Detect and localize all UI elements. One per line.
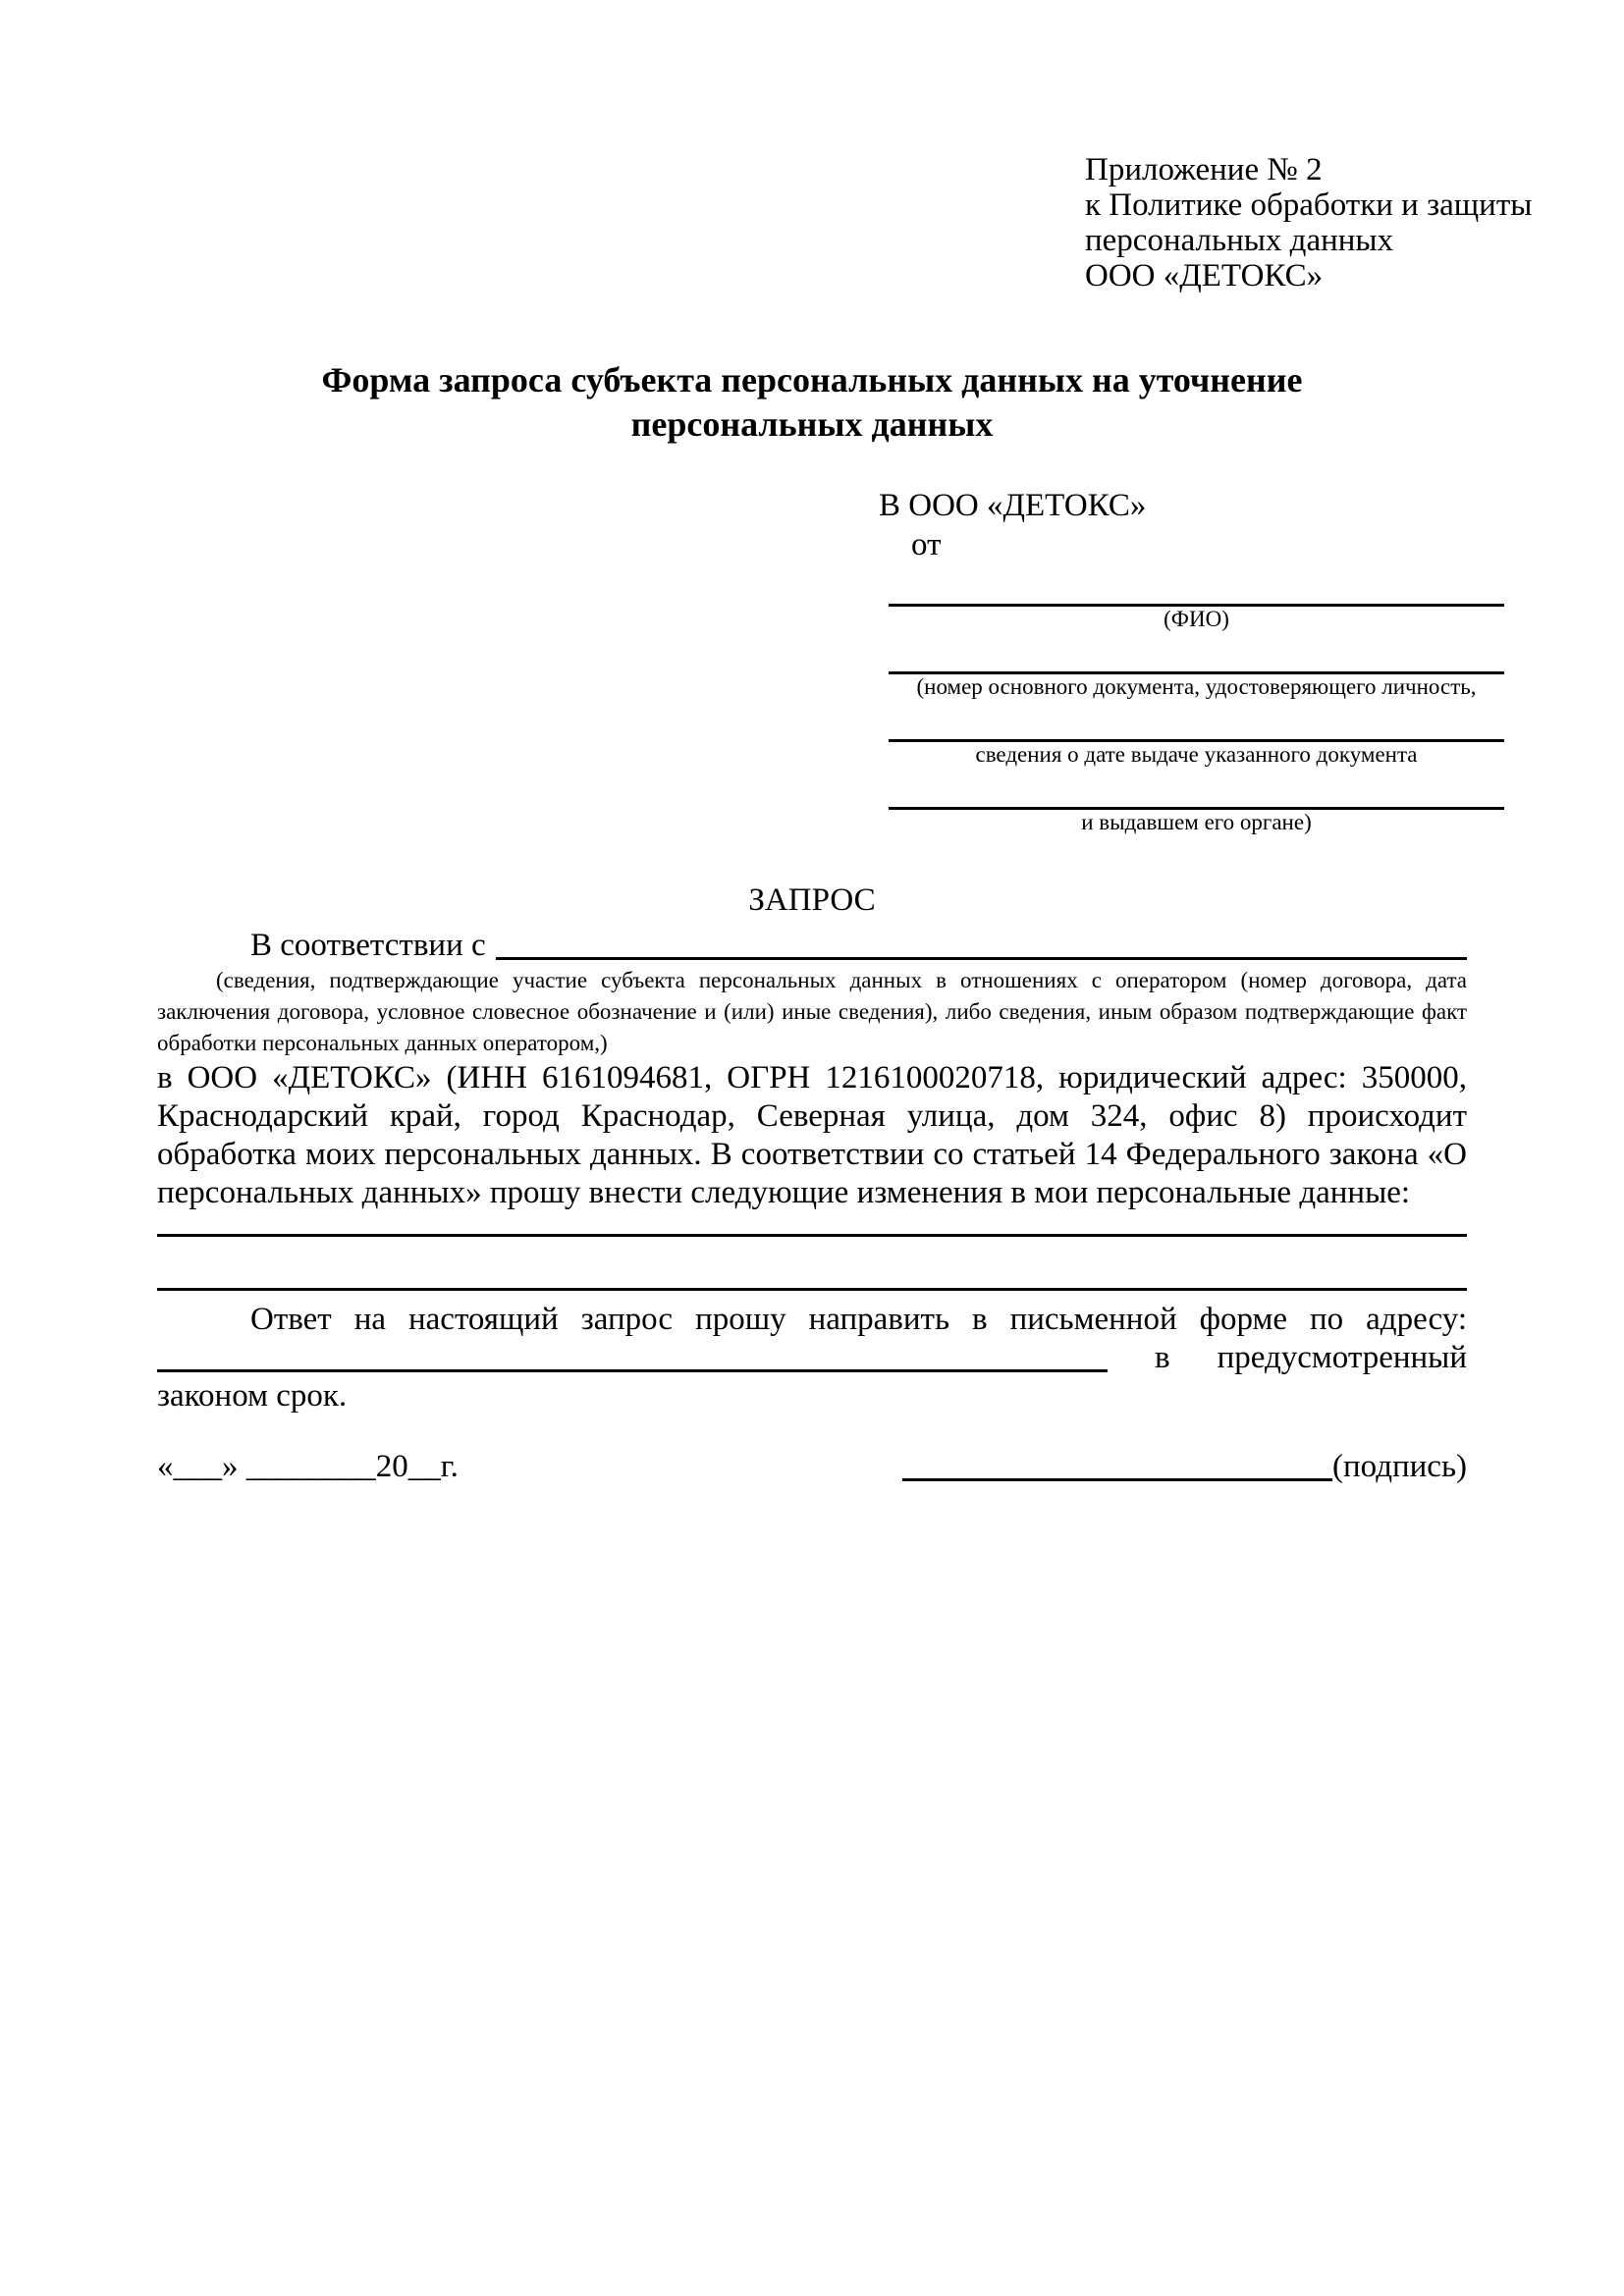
addressee-organization: В ООО «ДЕТОКС»	[879, 488, 1147, 523]
date-blank: «___» ________20__г.	[157, 1449, 459, 1484]
changes-blank-line-1	[157, 1234, 1467, 1237]
appendix-note-line: ООО «ДЕТОКС»	[1085, 258, 1324, 294]
identity-document-blank-line	[889, 632, 1504, 674]
reply-request-paragraph: Ответ на настоящий запрос прошу направить в письменной форме по адресу:	[250, 1302, 1467, 1337]
signature-caption: (подпись)	[1332, 1449, 1467, 1484]
fio-blank-line	[889, 564, 1504, 607]
intro-blank-line	[496, 957, 1467, 960]
appendix-note-line: персональных данных	[1085, 223, 1394, 258]
from-label: от	[911, 527, 942, 562]
identity-document-caption: (номер основного документа, удостоверяющего личность,	[916, 674, 1477, 699]
issue-date-field	[889, 700, 1504, 768]
form-title: Форма запроса субъекта персональных данных на уточнение персональных данных	[321, 360, 1303, 444]
reply-address-row	[157, 1339, 1467, 1377]
appendix-note-line: Приложение № 2	[1085, 152, 1323, 187]
signature-blank-line	[902, 1478, 1332, 1481]
appendix-note-line: к Политике обработки и защиты	[1085, 187, 1533, 223]
issuing-authority-caption: и выдавшем его органе)	[1081, 810, 1312, 834]
addressee-blank-fields	[889, 564, 1504, 835]
address-blank-line	[157, 1369, 1108, 1372]
request-heading: ЗАПРОС	[748, 882, 876, 918]
intro-blank-caption: (сведения, подтверждающие участие субъекта персональных данных в отношениях с оператором (номер договора, дата заключения договора, условное словесное обозначение и (или) иные сведения), либо сведения, иным образом подтверждающие факт обработки персональных данных оператором,)	[157, 968, 1467, 1055]
intro-row	[157, 926, 1467, 965]
issue-date-blank-line	[889, 700, 1504, 742]
issuing-authority-field	[889, 768, 1504, 835]
request-body-paragraph: в ООО «ДЕТОКС» (ИНН 6161094681, ОГРН 1216100020718, юридический адрес: 350000, Краснодарский край, город Краснодар, Северная улица, дом 324, офис 8) происходит обработка моих персональных данных. В соответствии со статьей 14 Федерального закона «О персональных данных» прошу внести следующие изменения в мои персональные данные:	[157, 1060, 1467, 1210]
reply-tail-word-2: предусмотренный	[1217, 1340, 1467, 1375]
reply-closing-text: законом срок.	[157, 1378, 348, 1414]
fio-field	[889, 564, 1504, 632]
reply-tail-word-1: в	[1155, 1340, 1170, 1375]
appendix-note	[1085, 152, 1533, 294]
changes-blank-line-2	[157, 1288, 1467, 1291]
signature-group	[902, 1447, 1467, 1486]
issuing-authority-blank-line	[889, 768, 1504, 810]
identity-document-field	[889, 632, 1504, 700]
signature-footer	[157, 1447, 1467, 1486]
issue-date-caption: сведения о дате выдаче указанного документа	[975, 742, 1418, 767]
intro-prefix: В соответствии с	[250, 928, 486, 963]
fio-caption: (ФИО)	[1164, 607, 1229, 631]
